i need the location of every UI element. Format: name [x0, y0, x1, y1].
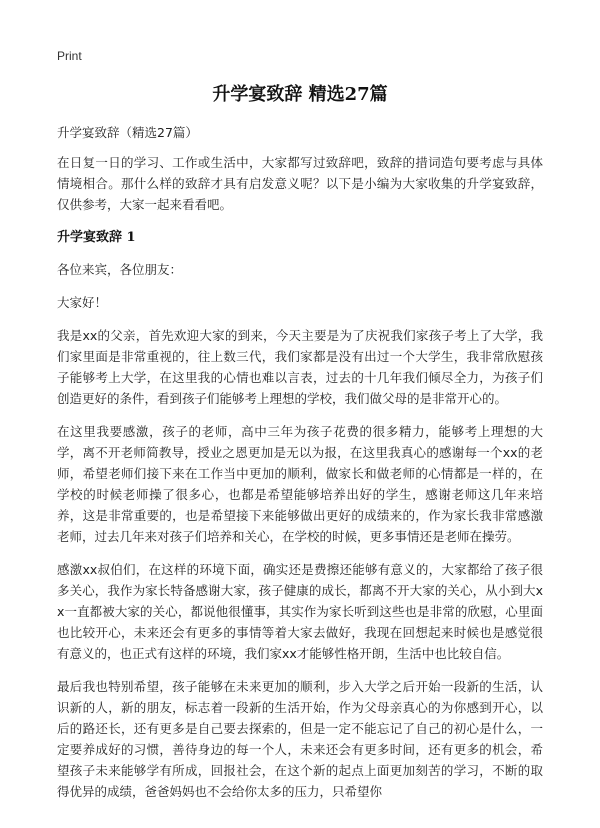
body-paragraph: 最后我也特别希望，孩子能够在未来更加的顺利，步入大学之后开始一段新的生活，认识新的人，新的朋友，标志着一段新的生活开始，作为父母亲真心的为你感到开心，以后的路还长，还有更多是自己要去探索的，但是一定不能忘记了自己的初心是什么，一定要养成好的习惯，善待身边的每一个人，未来还会有更多时间，还有更多的机会，希望孩子未来能够学有所成，回报社会，在这个新的起点上面更加刻苦的学习，不断的取得优异的成绩，爸爸妈妈也不会给你太多的压力，只希望你	[57, 679, 543, 799]
document-body	[57, 122, 543, 802]
body-paragraph: 我是xx的父亲，首先欢迎大家的到来，今天主要是为了庆祝我们家孩子考上了大学，我们家里面是非常重视的，往上数三代，我们家都是没有出过一个大学生，我非常欣慰孩子能够考上大学，在这里我的心情也难以言表，过去的十几年我们倾尽全力，为孩子们创造更好的条件，看到孩子们能够考上理想的学校，我们做父母的是非常开心的。	[57, 328, 543, 406]
greeting-paragraph: 大家好！	[57, 295, 108, 310]
greeting-paragraph: 各位来宾，各位朋友：	[57, 262, 183, 277]
body-paragraph: 感激xx叔伯们，在这样的环境下面，确实还是费擦还能够有意义的，大家都给了孩子很多关心，我作为家长特备感谢大家，孩子健康的成长，都离不开大家的关心，从小到大xx一直都被大家的关心，都说他很懂事，其实作为家长听到这些也是非常的欣慰，心里面也比较开心，未来还会有更多的事情等着大家去做好，我现在回想起来时候也是感觉很有意义的，也正式有这样的环境，我们家xx才能够性格开朗，生活中也比较自信。	[57, 562, 543, 661]
body-paragraph: 在这里我要感激，孩子的老师，高中三年为孩子花费的很多精力，能够考上理想的大学，离不开老师简教导，授业之恩更加是无以为报，在这里我真心的感谢每一个xx的老师，希望老师们接下来在工作当中更加的顺利，做家长和做老师的心情都是一样的，在学校的时候老师操了很多心，也都是希望能够培养出好的学生，感谢老师这几年来培养，这是非常重要的，也是希望接下来能够做出更好的成绩来的，作为家长我非常感激老师，过去几年来对孩子们培养和关心，在学校的时候，更多事情还是老师在操劳。	[57, 424, 543, 544]
intro-paragraph: 在日复一日的学习、工作或生活中，大家都写过致辞吧，致辞的措词造句要考虑与具体情境相合。那什么样的致辞才具有启发意义呢？以下是小编为大家收集的升学宴致辞，仅供参考，大家一起来看看吧。	[57, 155, 543, 212]
document-title: 升学宴致辞 精选27篇	[212, 84, 388, 105]
document-subtitle: 升学宴致辞（精选27篇）	[57, 125, 198, 140]
print-label: Print	[57, 49, 82, 63]
section-heading: 升学宴致辞 1	[57, 230, 136, 245]
